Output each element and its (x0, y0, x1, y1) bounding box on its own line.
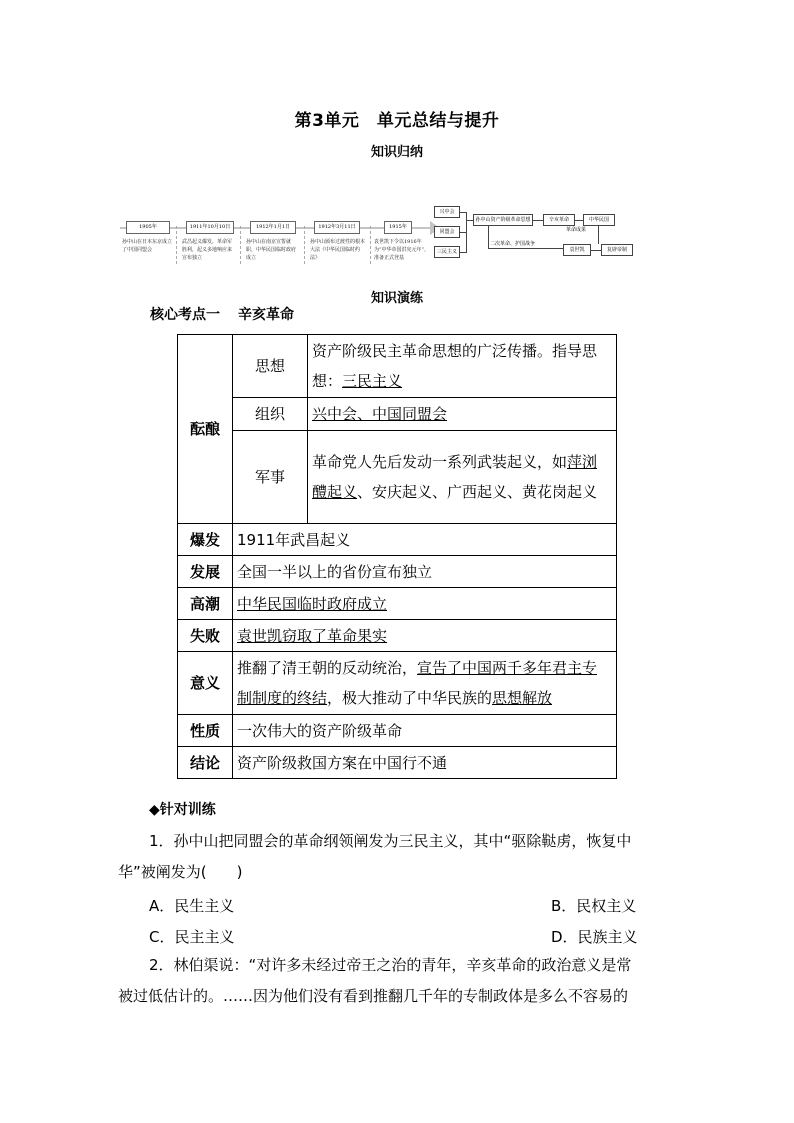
timeline-event: 袁世凯下令以1916年为“中华帝国洪宪元年”，准备正式登基 (374, 239, 430, 261)
answer-text: 思想解放 (492, 689, 553, 707)
answer-text: 袁世凯窃取了革命果实 (237, 626, 388, 645)
flow-line (533, 220, 543, 221)
flow-org-box: 三民主义 (434, 246, 460, 258)
flow-result-box: 中华民国 (583, 214, 615, 226)
core-point-heading (150, 304, 294, 324)
row-label: 意义 (178, 652, 233, 715)
timeline-date: 1905年 (126, 221, 170, 234)
table-row (178, 398, 617, 431)
flow-line (466, 212, 467, 253)
timeline-event: 孙中山颁布过渡性的根本大法《中华民国临时约法》 (310, 239, 366, 261)
timeline-divider (304, 226, 306, 264)
page-title: 第3单元 单元总结与提升 (294, 111, 500, 131)
timeline-date: 1912年3月11日 (314, 221, 360, 234)
option-d[interactable]: D．民族主义 (551, 928, 638, 946)
timeline-date: 1912年1月1日 (250, 221, 296, 234)
knowledge-summary-heading: 知识归纳 (370, 145, 423, 160)
flow-struggle-label: 二次革命、护国战争 (490, 241, 536, 247)
table-cell: 全国一半以上的省份宣布独立 (233, 556, 617, 588)
timeline-divider (370, 226, 372, 264)
table-row (178, 747, 617, 779)
row-label: 性质 (178, 715, 233, 747)
cell-text: 资产阶级民主革命思想的广泛传播。指导思想： (312, 342, 598, 390)
core-point-label: 核心考点一 (150, 307, 220, 323)
answer-text: 三民主义 (342, 372, 403, 390)
timeline-event: 孙中山在日本东京成立了中国同盟会 (122, 239, 173, 253)
flow-line (598, 226, 599, 244)
flow-line (488, 248, 563, 249)
table-cell: 一次伟大的资产阶级革命 (233, 715, 617, 747)
timeline-event: 武昌起义爆发，革命军胜利，起义多地响应来宣布独立 (182, 239, 233, 261)
flow-result-label: 革命成果 (566, 227, 587, 233)
table-row (178, 715, 617, 747)
flow-usurper-box: 袁世凯 (563, 244, 591, 256)
table-cell: 资产阶级救国方案在中国行不通 (233, 747, 617, 779)
flow-line (488, 226, 489, 248)
timeline-divider (240, 226, 242, 264)
row-label: 失败 (178, 620, 233, 652)
table-row (178, 556, 617, 588)
row-label: 发展 (178, 556, 233, 588)
timeline-event: 孙中山在南京宣誓就职，中华民国临时政府成立 (246, 239, 297, 261)
table-row (178, 652, 617, 715)
row-sublabel: 组织 (233, 398, 308, 431)
table-row (178, 524, 617, 556)
table-cell (233, 588, 617, 620)
row-sublabel: 军事 (233, 431, 308, 524)
table-row (178, 431, 617, 524)
flow-revolution-box: 辛亥革命 (543, 214, 575, 226)
flow-org-box: 兴中会 (434, 206, 460, 218)
timeline-date: 1915年 (384, 221, 412, 234)
table-row (178, 335, 617, 398)
cell-text: 革命党人先后发动一系列武装起义，如 (312, 453, 568, 471)
question-1-stem: 1．孙中山把同盟会的革命纲领阐发为三民主义，其中“驱除鞑虏，恢复中 (149, 832, 632, 850)
table-cell (308, 335, 617, 398)
option-c[interactable]: C．民主主义 (149, 928, 235, 946)
question-2-stem: 被过低估计的。……因为他们没有看到推翻几千年的专制政体是多么不容易的 (118, 987, 629, 1005)
question-2-stem: 2．林伯渠说：“对许多未经过帝王之治的青年，辛亥革命的政治意义是常 (149, 956, 632, 974)
training-heading: ◆针对训练 (149, 802, 216, 818)
core-point-title: 辛亥革命 (238, 307, 294, 323)
table-row (178, 588, 617, 620)
answer-text: 兴中会、中国同盟会 (312, 405, 448, 423)
knowledge-table (177, 334, 617, 779)
row-label: 结论 (178, 747, 233, 779)
practice-heading: 知识演练 (370, 291, 423, 306)
flow-line (591, 250, 601, 251)
question-1-stem: 华”被阐发为( ) (118, 863, 243, 881)
option-b[interactable]: B．民权主义 (551, 897, 637, 915)
timeline-divider (176, 226, 178, 264)
row-label: 高潮 (178, 588, 233, 620)
row-sublabel: 思想 (233, 335, 308, 398)
answer-text: 宣告了中国两千多年君主专制制度的终结 (237, 659, 598, 707)
table-row (178, 620, 617, 652)
table-cell (308, 431, 617, 524)
flow-restoration-box: 复辟帝制 (601, 244, 633, 256)
table-cell: 1911年武昌起义 (233, 524, 617, 556)
answer-text: 萍浏醴起义 (312, 453, 598, 501)
table-cell (233, 620, 617, 652)
table-cell (308, 398, 617, 431)
row-label: 爆发 (178, 524, 233, 556)
answer-text: 中华民国临时政府成立 (237, 594, 388, 613)
flow-line (575, 220, 583, 221)
timeline-date: 1911年10月10日 (186, 221, 234, 234)
flow-center-box: 孙中山资产阶级革命思想 (473, 214, 533, 226)
option-a[interactable]: A．民生主义 (149, 897, 235, 915)
cell-text: ，极大推动了中华民族的 (327, 689, 493, 707)
cell-text: 推翻了清王朝的反动统治， (237, 659, 418, 677)
flow-org-box: 同盟会 (434, 226, 460, 238)
row-label: 酝酿 (178, 335, 233, 524)
cell-text: 、安庆起义、广西起义、黄花岗起义 (357, 483, 598, 501)
table-cell (233, 652, 617, 715)
timeline-diagram (118, 200, 638, 272)
